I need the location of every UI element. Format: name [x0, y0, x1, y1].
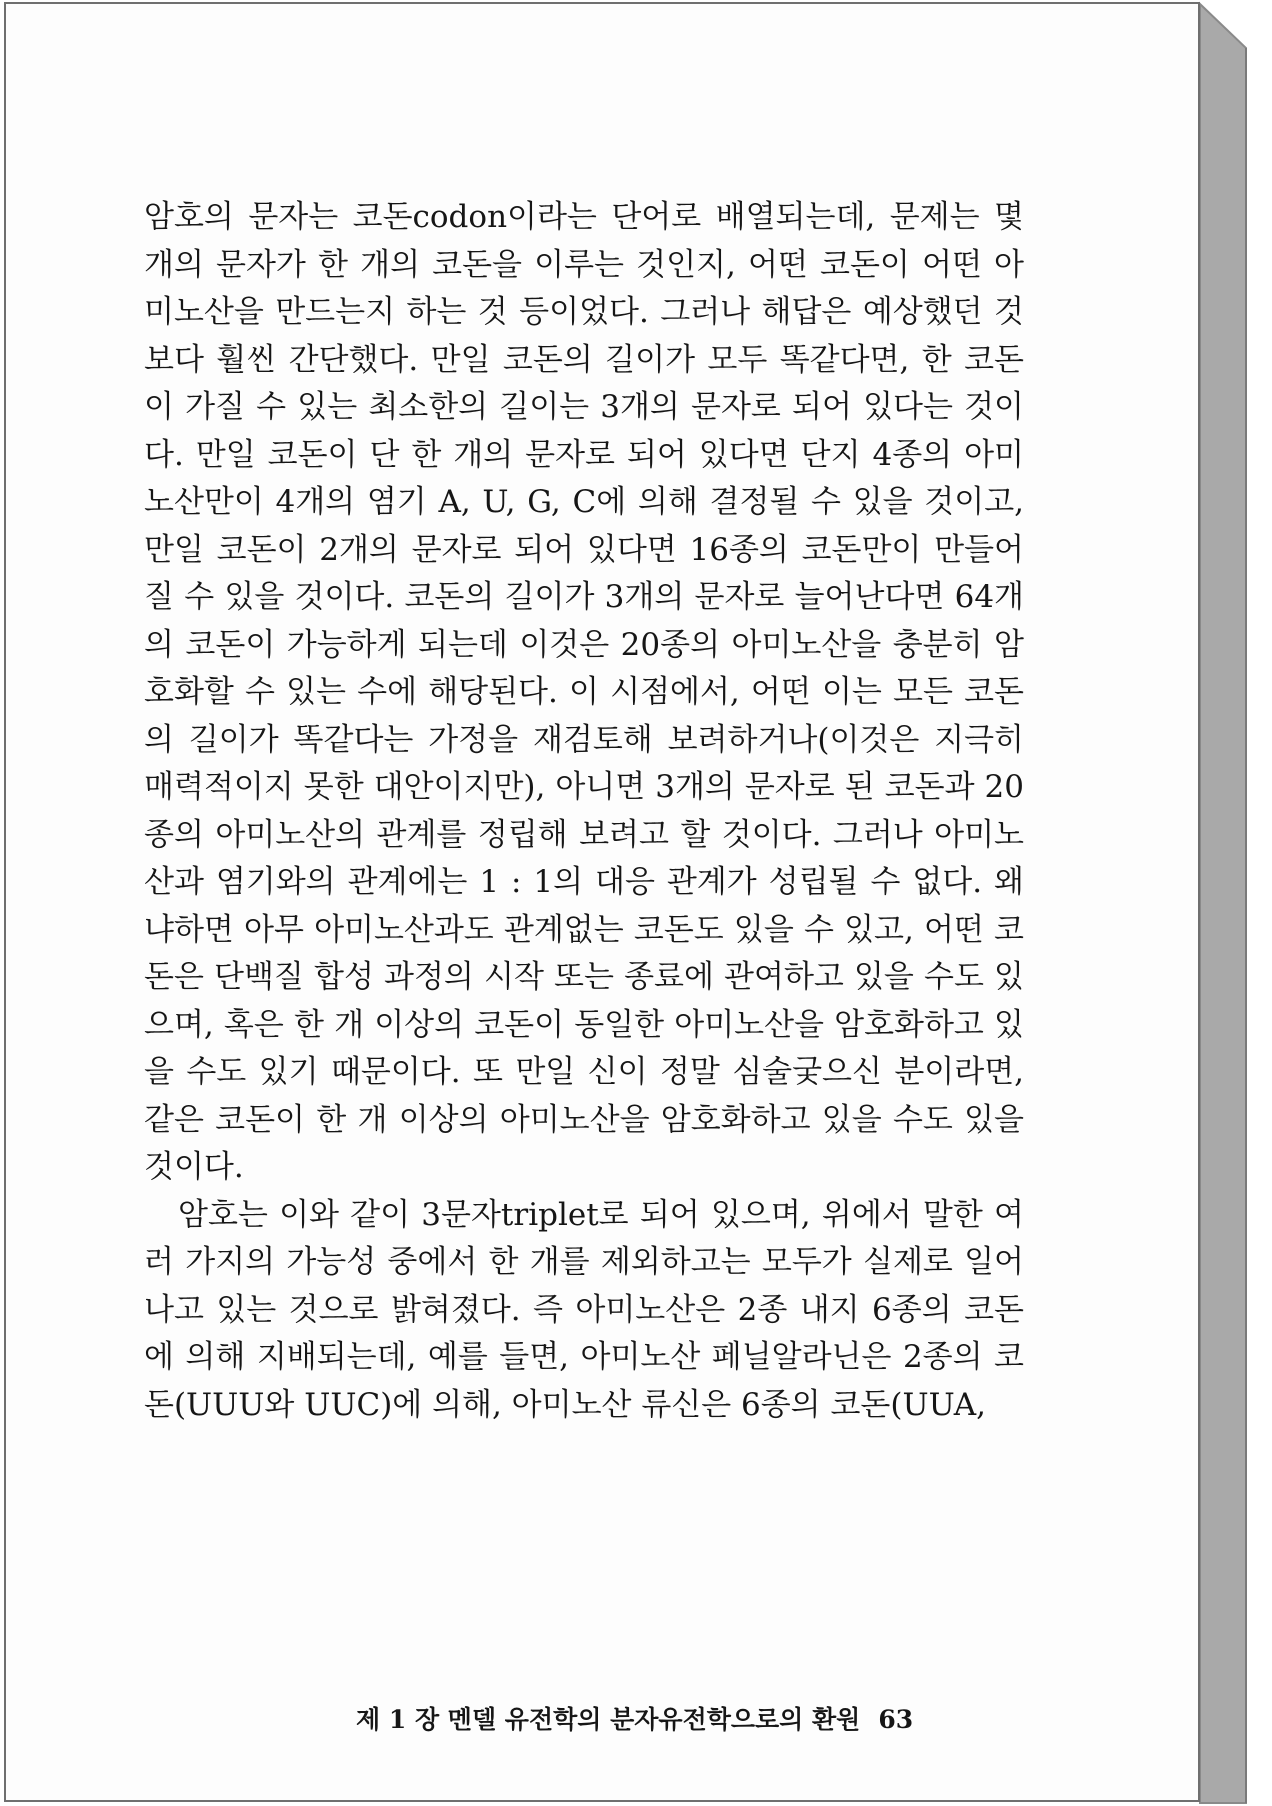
page-number: 63 — [878, 1705, 914, 1734]
paragraph: 암호는 이와 같이 3문자triplet로 되어 있으며, 위에서 말한 여러 가지의 가능성 중에서 한 개를 제외하고는 모두가 실제로 일어나고 있는 것으로 밝혀졌다. 즉 아미노산은 2종 내지 6종의 코돈에 의해 지배되는데, 예를 들면, 아미노산 페닐알라닌은 2종의 코돈(UUU와 UUC)에 의해, 아미노산 류신은 6종의 코돈(UUA, — [144, 1196, 1024, 1423]
chapter-title: 제 1 장 멘델 유전학의 분자유전학으로의 환원 — [356, 1705, 861, 1734]
paragraph: 암호의 문자는 코돈codon이라는 단어로 배열되는데, 문제는 몇 개의 문자가 한 개의 코돈을 이루는 것인지, 어떤 코돈이 어떤 아미노산을 만드는지 하는 것 등이었다. 그러나 해답은 예상했던 것보다 훨씬 간단했다. 만일 코돈의 길이가 모두 똑같다면, 한 코돈이 가질 수 있는 최소한의 길이는 3개의 문자로 되어 있다는 것이다. 만일 코돈이 단 한 개의 문자로 되어 있다면 단지 4종의 아미노산만이 4개의 염기 A, U, G, C에 의해 결정될 수 있을 것이고, 만일 코돈이 2개의 문자로 되어 있다면 16종의 코돈만이 만들어질 수 있을 것이다. 코돈의 길이가 3개의 문자로 늘어난다면 64개의 코돈이 가능하게 되는데 이것은 20종의 아미노산을 충분히 암호화할 수 있는 수에 해당된다. 이 시점에서, 어떤 이는 모든 코돈의 길이가 똑같다는 가정을 재검토해 보려하거나(이것은 지극히 매력적이지 못한 대안이지만), 아니면 3개의 문자로 된 코돈과 20종의 아미노산의 관계를 정립해 보려고 할 것이다. 그러나 아미노산과 염기와의 관계에는 1 : 1의 대응 관계가 성립될 수 없다. 왜냐하면 아무 아미노산과도 관계없는 코돈도 있을 수 있고, 어떤 코돈은 단백질 합성 과정의 시작 또는 종료에 관여하고 있을 수도 있으며, 혹은 한 개 이상의 코돈이 동일한 아미노산을 암호화하고 있을 수도 있기 때문이다. 또 만일 신이 정말 심술궂으신 분이라면, 같은 코돈이 한 개 이상의 아미노산을 암호화하고 있을 수도 있을 것이다. — [144, 199, 1024, 1185]
body-text — [144, 194, 1024, 1429]
running-footer — [356, 1700, 996, 1736]
